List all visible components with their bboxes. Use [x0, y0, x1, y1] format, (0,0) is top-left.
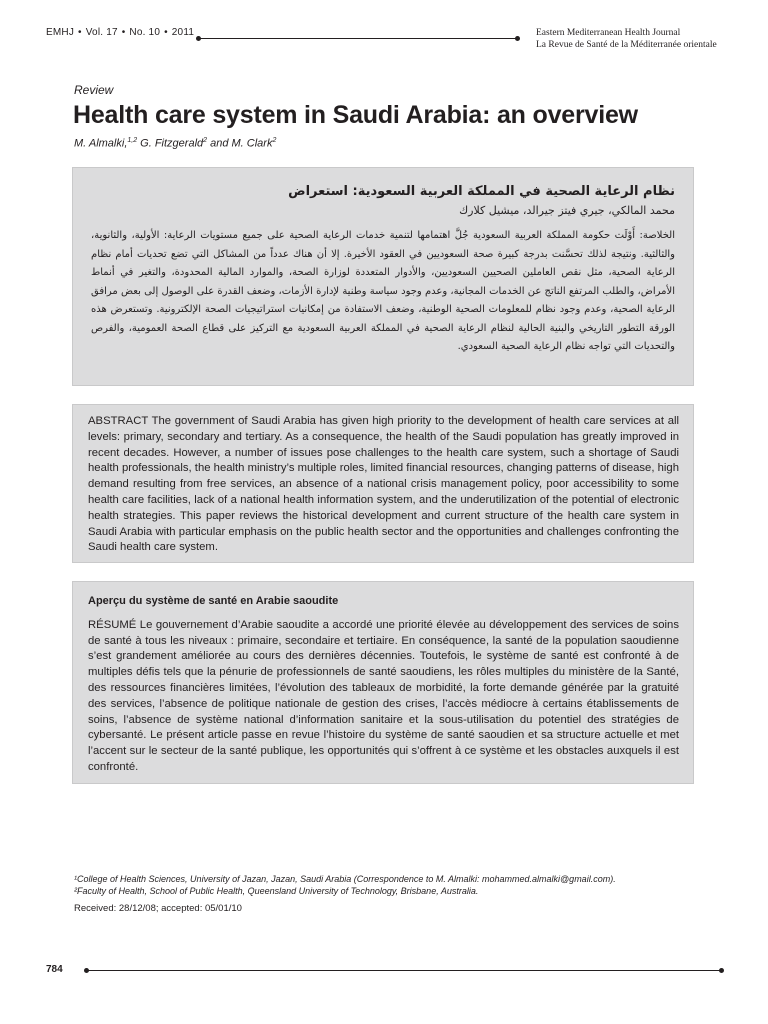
author-3-affiliation: 2 — [272, 137, 277, 144]
arabic-title: نظام الرعاية الصحية في المملكة العربية السعودية: استعراض — [288, 184, 675, 199]
separator-dot: • — [164, 27, 168, 38]
year: 2011 — [171, 27, 195, 38]
journal-abbrev: EMHJ — [46, 27, 75, 38]
author-2: G. Fitzgerald — [137, 137, 204, 150]
article-title: Health care system in Saudi Arabia: an overview — [73, 101, 638, 129]
article-type: Review — [74, 83, 114, 97]
separator-dot: • — [78, 27, 82, 38]
journal-name-fr: La Revue de Santé de la Méditerranée orientale — [536, 40, 717, 50]
french-title: Aperçu du système de santé en Arabie saoudite — [88, 595, 339, 607]
author-2-affiliation: 2 — [203, 137, 208, 144]
english-abstract-box — [72, 404, 694, 563]
footnote-2: ²Faculty of Health, School of Public Health, Queensland University of Technology, Brisbane, Australia. — [74, 885, 479, 896]
page-number: 784 — [46, 964, 63, 975]
footnote-1: ¹College of Health Sciences, University of Jazan, Jazan, Saudi Arabia (Correspondence to M. Almalki: mohammed.almalki@gmail.com). — [74, 874, 616, 884]
journal-issue-info — [46, 27, 194, 38]
received-dates: Received: 28/12/08; accepted: 05/01/10 — [74, 903, 242, 914]
volume: Vol. 17 — [85, 27, 118, 38]
french-abstract-text: RÉSUMÉ Le gouvernement d’Arabie saoudite a accordé une priorité élevée au développement des services de soins de santé à tous les niveaux : primaire, secondaire et tertiaire. En conséquence, la santé de la population saoudienne s’est grandement améliorée au cours des dernières décennies. Toutefois, le système de santé est confronté à de multiples défis tels que la pénurie de professionnels de santé saoudiens, les rôles multiples du ministère de la Santé, des ressources financières limitées, l’évolution des tableaux de morbidité, la forte demande générée par la gratuité des services, l’absence de politique nationale de gestion des crises, l’accès médiocre à certains établissements de soins, l’absence de système national d’information sanitaire et la sous-utilisation du potentiel des stratégies de cybersanté. Le présent article passe en revue l’histoire du système de santé saoudien et sa structure actuelle et met l’accent sur le secteur de la santé publique, les opportunités qui s’offrent à ce système et les obstacles auxquels il est confronté. — [88, 618, 679, 773]
issue-number: No. 10 — [129, 27, 161, 38]
arabic-abstract-text: الخلاصة: أَوْلَت حكومة المملكة العربية السعودية جُلَّ اهتمامها لتنمية خدمات الرعاية الصحية على جميع مستويات الرعاية: الأولية، والثانوية، والثالثية. ونتيجة لذلك تحسَّنت بدرجة كبيرة صحة السعوديين في العقود الأخيرة. إلا أن هناك عدداً من المشاكل التي تضع تحديات أمام نظام الرعاية الصحية، مثل نقص العاملين الصحيين السعوديين، والأدوار المتعددة لوزارة الصحة، والموارد المالية المحدودة، والتغير في أنماط الأمراض، والطلب المرتفع الناتج عن الخدمات المجانية، وعدم وجود سياسة وطنية لإدارة الأزمات، وضعف القدرة على الوصول إلى بعض مرافق الرعاية الصحية، وعدم وجود نظام للمعلومات الصحية الوطنية، وضعف الاستفادة من إمكانيات استراتيجيات الصحة الإلكترونية. وتستعرض هذه الورقة التطور التاريخي والبنية الحالية لنظام الرعاية الصحية في المملكة العربية السعودية مع التركيز على قطاع الصحة العمومية، والفرص والتحديات التي تواجه نظام الرعاية الصحية السعودي. — [91, 230, 675, 352]
footer-rule — [87, 970, 721, 971]
english-abstract-text: ABSTRACT The government of Saudi Arabia has given high priority to the development of health care services at all levels: primary, secondary and tertiary. As a consequence, the health of the Saudi population has greatly improved in recent decades. However, a number of issues pose challenges to the health care system, such a shortage of Saudi health professionals, the health ministry’s multiple roles, limited financial resources, changing patterns of disease, high demand resulting from free services, an absence of a national crisis management policy, poor accessibility to some health care facilities, lack of a national health information system, and the underutilization of the potential of electronic health strategies. This paper reviews the historical development and current structure of the health care system in Saudi Arabia with particular emphasis on the public health sector and the opportunities and challenges confronting the Saudi health care system. — [88, 415, 679, 554]
french-abstract-box — [72, 581, 694, 784]
header-rule — [199, 38, 517, 39]
footnotes — [74, 874, 674, 897]
author-3: and M. Clark — [207, 137, 273, 150]
author-1-affiliation: 1,2 — [127, 137, 138, 144]
author-1: M. Almalki, — [74, 137, 128, 150]
journal-name-block — [536, 27, 717, 51]
separator-dot: • — [121, 27, 126, 38]
article-authors — [74, 137, 276, 150]
arabic-authors: محمد المالكي، جيري فيتز جيرالد، ميشيل كلارك — [459, 204, 675, 217]
arabic-abstract-box — [72, 167, 694, 386]
journal-name-en: Eastern Mediterranean Health Journal — [536, 28, 681, 38]
